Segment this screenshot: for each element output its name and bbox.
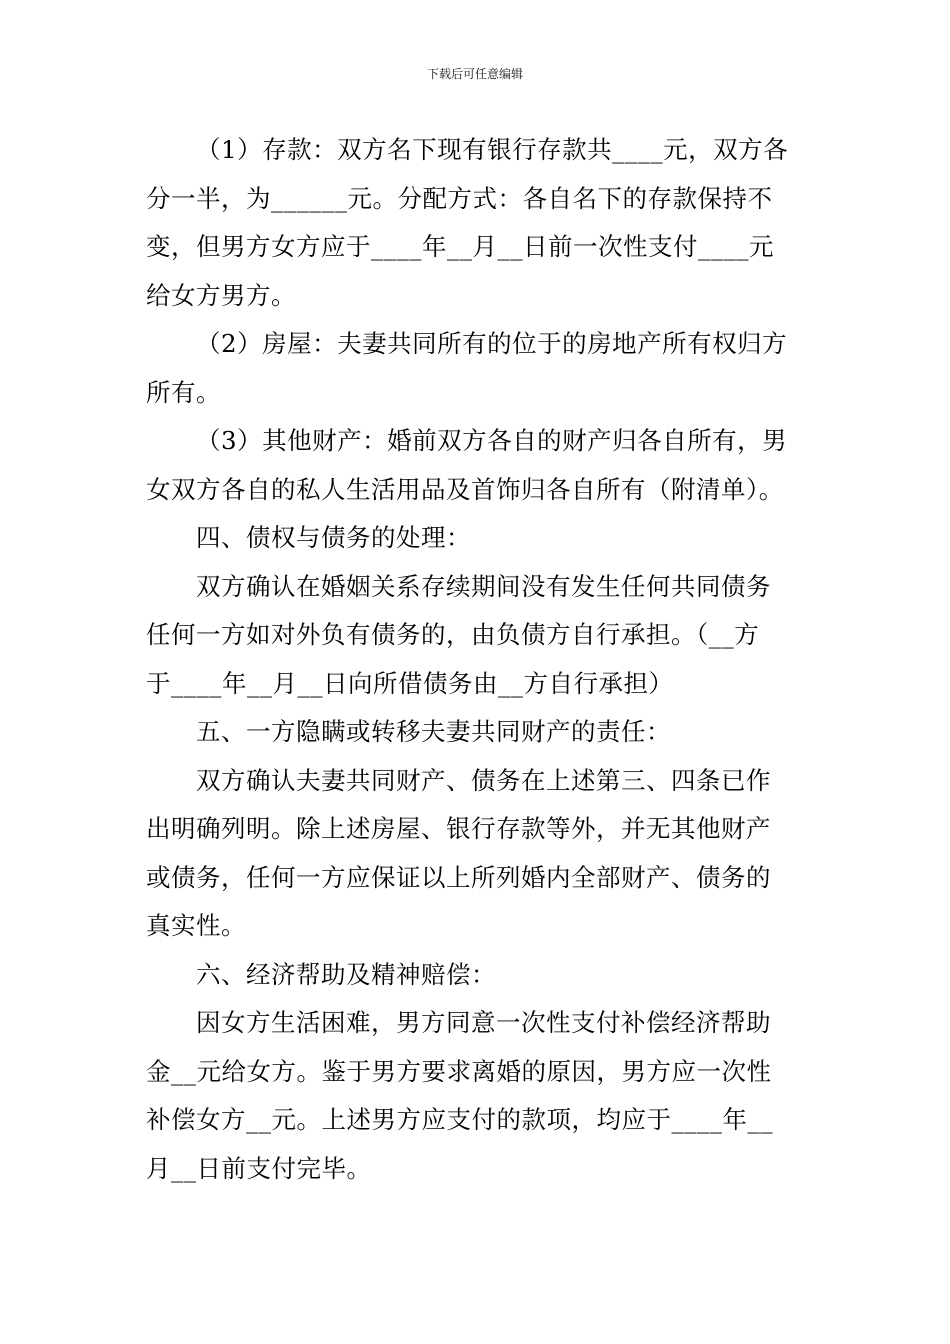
paragraph-debts — [146, 563, 810, 709]
text-line: 金__元给女方。鉴于男方要求离婚的原因，男方应一次性 — [146, 1056, 772, 1086]
section-heading-concealment — [146, 708, 810, 757]
text-line: 真实性。 — [146, 911, 246, 940]
text-line: 双方确认在婚姻关系存续期间没有发生任何共同债务 — [196, 571, 771, 601]
text-line: 双方确认夫妻共同财产、债务在上述第三、四条已作 — [196, 765, 771, 795]
page-header: 下载后可任意编辑 — [426, 67, 523, 81]
text-line: 分一半，为______元。分配方式：各自名下的存款保持不 — [146, 183, 773, 213]
paragraph-compensation — [146, 999, 810, 1193]
text-line: 女双方各自的私人生活用品及首饰归各自所有（附清单）。 — [146, 474, 784, 504]
section-heading-compensation — [146, 951, 810, 1000]
text-line: （3）其他财产：婚前双方各自的财产归各自所有，男 — [196, 426, 788, 455]
paragraph-house — [146, 320, 810, 417]
text-line: 给女方男方。 — [146, 280, 296, 310]
text-line: 因女方生活困难，男方同意一次性支付补偿经济帮助 — [196, 1008, 771, 1037]
text-line: 或债务，任何一方应保证以上所列婚内全部财产、债务的 — [146, 862, 771, 892]
document-body — [146, 126, 810, 1193]
text-line: 于____年__月__日向所借债务由__方自行承担） — [146, 668, 674, 698]
text-line: 所有。 — [146, 377, 221, 407]
text-line: 变，但男方女方应于____年__月__日前一次性支付____元 — [146, 232, 774, 261]
paragraph-deposit — [146, 126, 810, 320]
paragraph-concealment — [146, 757, 810, 951]
text-line: 四、债权与债务的处理： — [196, 523, 471, 552]
paragraph-other-property — [146, 417, 810, 514]
text-line: （1）存款：双方名下现有银行存款共____元，双方各 — [196, 135, 789, 164]
text-line: （2）房屋：夫妻共同所有的位于的房地产所有权归方 — [196, 329, 788, 358]
text-line: 出明确列明。除上述房屋、银行存款等外，并无其他财产 — [146, 814, 771, 843]
text-line: 补偿女方__元。上述男方应支付的款项，均应于____年__ — [146, 1105, 773, 1134]
text-line: 月__日前支付完毕。 — [146, 1153, 372, 1183]
text-line: 六、经济帮助及精神赔偿： — [196, 959, 496, 989]
section-heading-debts — [146, 514, 810, 563]
text-line: 任何一方如对外负有债务的，由负债方自行承担。（__方 — [146, 620, 760, 649]
text-line: 五、一方隐瞒或转移夫妻共同财产的责任： — [196, 717, 671, 746]
